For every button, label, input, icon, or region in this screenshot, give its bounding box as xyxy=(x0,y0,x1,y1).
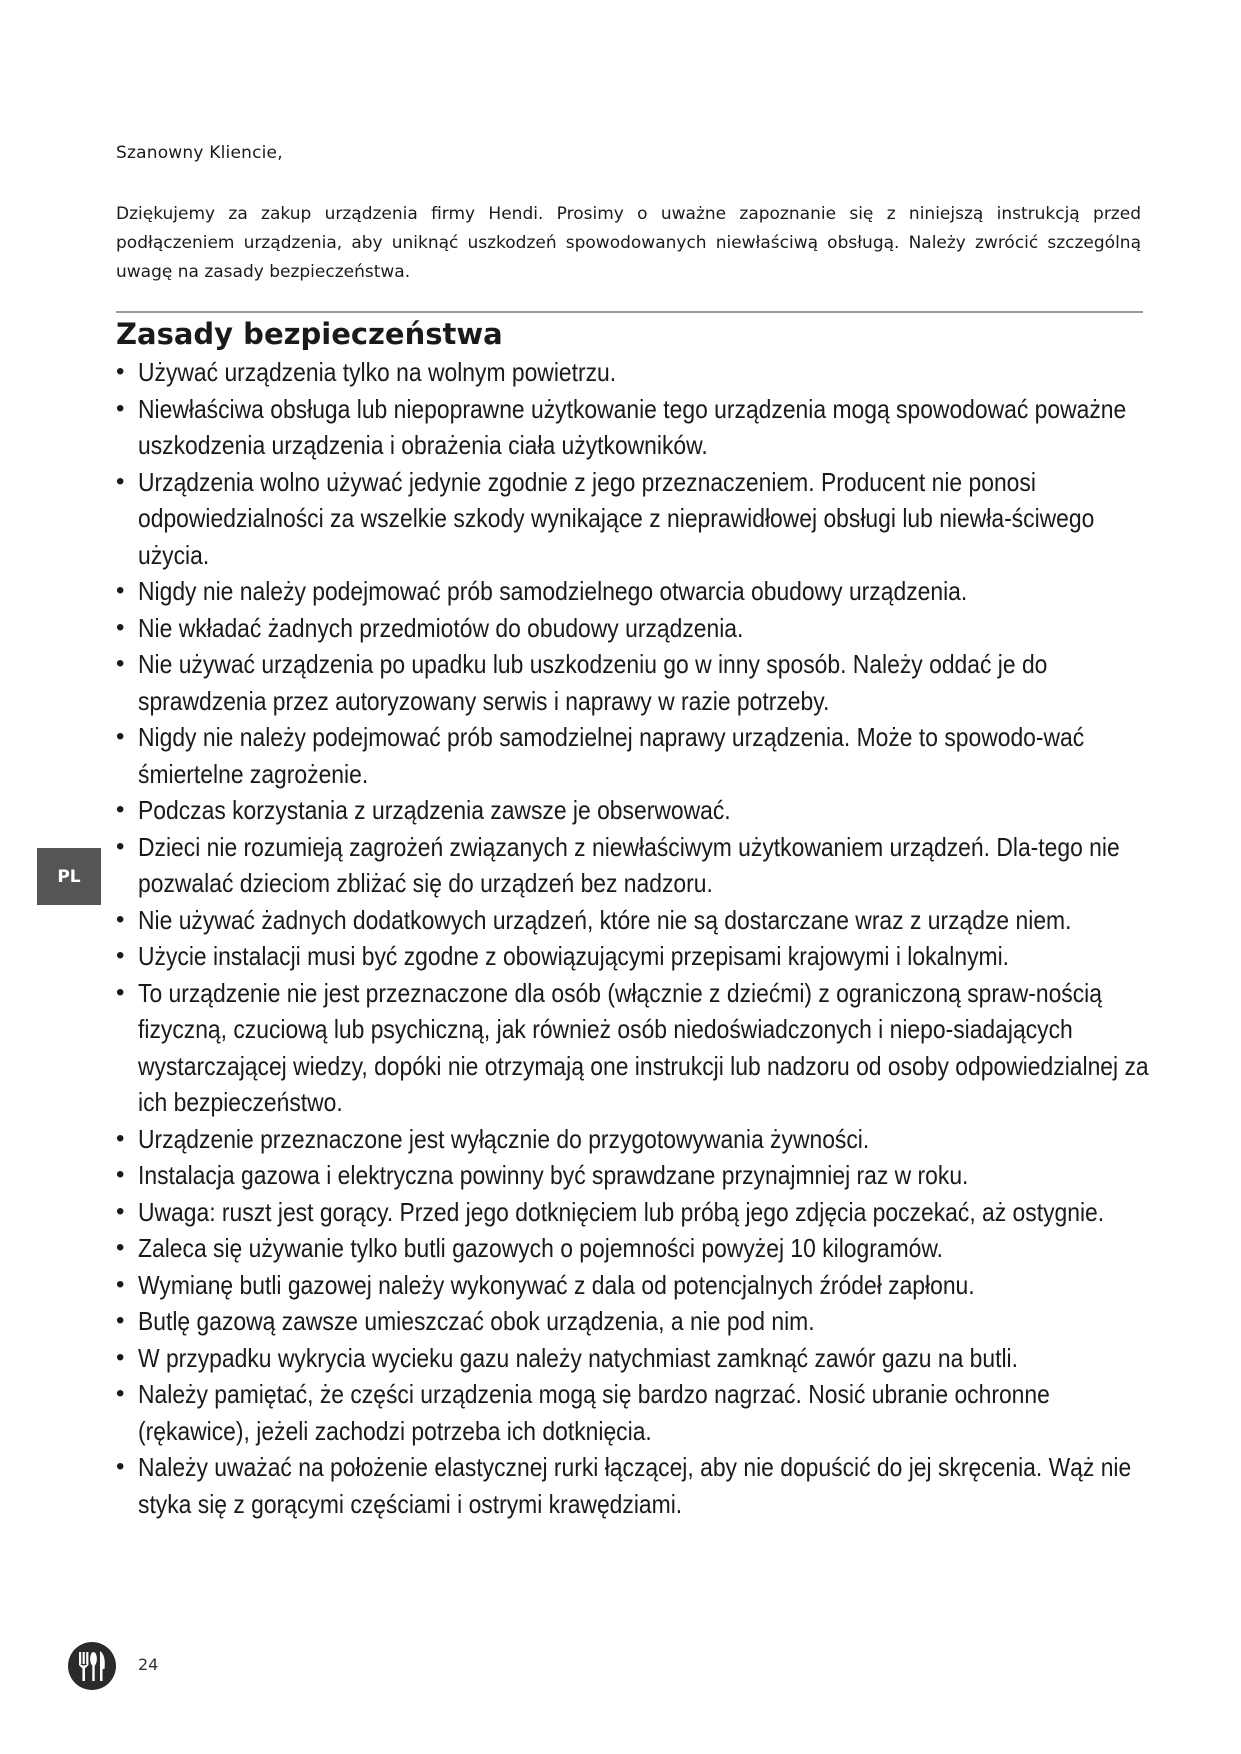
rule-text: Instalacja gazowa i elektryczna powinny być sprawdzane przynajmniej raz w roku. xyxy=(138,1160,969,1190)
rule-text: Należy uważać na położenie elastycznej rurki łączącej, aby nie dopuścić do jej skręcenia. Wąż nie styka się z gorącymi częściami i ostrymi krawędziami. xyxy=(138,1452,1132,1519)
list-item xyxy=(116,464,1156,574)
rule-text: Urządzenia wolno używać jedynie zgodnie z jego przeznaczeniem. Producent nie ponosi odpowiedzialności za wszelkie szkody wynikające z nieprawidłowej obsługi lub niewła-ściwego użycia. xyxy=(138,466,1095,570)
list-item xyxy=(116,902,1156,939)
bullet-icon: • xyxy=(116,577,125,604)
bullet-icon: • xyxy=(116,832,125,860)
rule-text: Dzieci nie rozumieją zagrożeń związanych z niewłaściwym użytkowaniem urządzeń. Dla-tego nie pozwalać dzieciom zbliżać się do urządzeń bez nadzoru. xyxy=(138,831,1120,898)
rule-text: W przypadku wykrycia wycieku gazu należy natychmiast zamknąć zawór gazu na butli. xyxy=(138,1342,1018,1373)
list-item xyxy=(116,1230,1156,1267)
list-item xyxy=(116,1121,1156,1158)
rule-text: Użycie instalacji musi być zgodne z obowiązującymi przepisami krajowymi i lokalnymi. xyxy=(138,941,1010,971)
bullet-icon: • xyxy=(116,1453,125,1480)
bullet-icon: • xyxy=(116,1124,125,1152)
cutlery-logo-icon xyxy=(67,1641,117,1691)
list-item xyxy=(116,719,1156,792)
list-item xyxy=(116,938,1156,975)
bullet-icon: • xyxy=(116,1197,125,1225)
rule-text: Nie wkładać żadnych przedmiotów do obudowy urządzenia. xyxy=(138,612,744,643)
bullet-icon: • xyxy=(116,1234,125,1261)
list-item xyxy=(116,1157,1156,1194)
rule-text: Niewłaściwa obsługa lub niepoprawne użytkowanie tego urządzenia mogą spowodować poważne uszkodzenia urządzenia i obrażenia ciała użytkowników. xyxy=(138,393,1127,460)
bullet-icon: • xyxy=(116,394,125,422)
section-divider xyxy=(116,311,1143,313)
bullet-icon: • xyxy=(116,1270,125,1298)
bullet-icon: • xyxy=(116,358,125,385)
rule-text: Nigdy nie należy podejmować prób samodzielnej naprawy urządzenia. Może to spowodo-wać śmiertelne zagrożenie. xyxy=(138,722,1085,789)
list-item xyxy=(116,1194,1156,1231)
rule-text: Nie używać urządzenia po upadku lub uszkodzeniu go w inny sposób. Należy oddać je do sprawdzenia przez autoryzowany serwis i naprawy w razie potrzeby. xyxy=(138,649,1048,716)
section-title: Zasady bezpieczeństwa xyxy=(116,317,503,351)
bullet-icon: • xyxy=(116,613,125,641)
list-item xyxy=(116,792,1156,829)
bullet-icon: • xyxy=(116,905,125,933)
list-item xyxy=(116,354,1156,391)
bullet-icon: • xyxy=(116,650,125,677)
rule-text: Wymianę butli gazowej należy wykonywać z dala od potencjalnych źródeł zapłonu. xyxy=(138,1269,975,1300)
safety-rules-list xyxy=(116,354,1156,1522)
page-number: 24 xyxy=(138,1655,159,1674)
list-item xyxy=(116,573,1156,610)
list-item xyxy=(116,610,1156,647)
bullet-icon: • xyxy=(116,1343,125,1371)
bullet-icon: • xyxy=(116,978,125,1006)
bullet-icon: • xyxy=(116,1161,125,1188)
rule-text: Urządzenie przeznaczone jest wyłącznie do przygotowywania żywności. xyxy=(138,1123,870,1154)
bullet-icon: • xyxy=(116,796,125,823)
intro-paragraph: Dziękujemy za zakup urządzenia firmy Hendi. Prosimy o uważne zapoznanie się z niniejszą instrukcją przed podłączeniem urządzenia, aby uniknąć uszkodzeń spowodowanych niewłaściwą obsługą. Należy zwrócić szczególną uwagę na zasady bezpieczeństwa. xyxy=(116,204,1141,282)
list-item xyxy=(116,829,1156,902)
rule-text: Podczas korzystania z urządzenia zawsze je obserwować. xyxy=(138,795,731,825)
rule-text: Uwaga: ruszt jest gorący. Przed jego dotknięciem lub próbą jego zdjęcia poczekać, aż ostygnie. xyxy=(138,1196,1105,1227)
rule-text: Zaleca się używanie tylko butli gazowych o pojemności powyżej 10 kilogramów. xyxy=(138,1233,944,1263)
bullet-icon: • xyxy=(116,467,125,495)
bullet-icon: • xyxy=(116,1380,125,1407)
list-item xyxy=(116,1376,1156,1449)
list-item xyxy=(116,391,1156,464)
bullet-icon: • xyxy=(116,1307,125,1334)
list-item xyxy=(116,1303,1156,1340)
list-item xyxy=(116,1449,1156,1522)
bullet-icon: • xyxy=(116,942,125,969)
language-tab: PL xyxy=(37,848,101,905)
list-item xyxy=(116,1340,1156,1377)
bullet-icon: • xyxy=(116,723,125,750)
rule-text: Nie używać żadnych dodatkowych urządzeń, które nie są dostarczane wraz z urządze niem. xyxy=(138,904,1072,935)
list-item xyxy=(116,1267,1156,1304)
greeting: Szanowny Kliencie, xyxy=(116,143,283,163)
rule-text: To urządzenie nie jest przeznaczone dla osób (włącznie z dziećmi) z ograniczoną spraw-nością fizyczną, czuciową lub psychiczną, jak również osób niedoświadczonych i niepo-siadających wystarczającej wiedzy, dopóki nie otrzymają one instrukcji lub nadzoru od osoby odpowiedzialnej za ich bezpieczeństwo. xyxy=(138,977,1149,1117)
rule-text: Należy pamiętać, że części urządzenia mogą się bardzo nagrzać. Nosić ubranie ochronne (rękawice), jeżeli zachodzi potrzeba ich dotknięcia. xyxy=(138,1379,1050,1446)
list-item xyxy=(116,646,1156,719)
rule-text: Butlę gazową zawsze umieszczać obok urządzenia, a nie pod nim. xyxy=(138,1306,815,1336)
list-item xyxy=(116,975,1156,1121)
rule-text: Używać urządzenia tylko na wolnym powietrzu. xyxy=(138,357,617,387)
rule-text: Nigdy nie należy podejmować prób samodzielnego otwarcia obudowy urządzenia. xyxy=(138,576,968,606)
